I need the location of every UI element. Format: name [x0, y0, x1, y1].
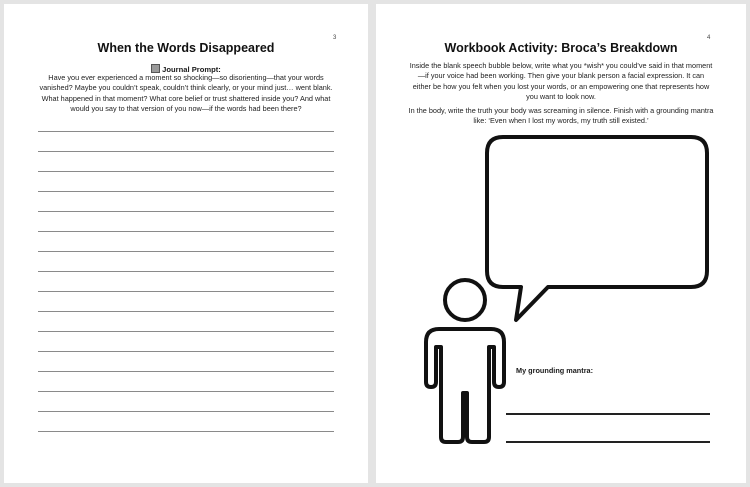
notebook-icon [151, 64, 160, 73]
speech-bubble [487, 137, 707, 320]
writing-line [38, 311, 334, 312]
page-title: When the Words Disappeared [97, 41, 275, 55]
activity-instructions: Inside the blank speech bubble below, write what you *wish* you could’ve said in that moment—if your voice had been working. Then give your blank person a facial expression. It can either be how you felt when you lost your words, or an empowering one that represents how you want to look now. [409, 61, 713, 101]
page-title: Workbook Activity: Broca’s Breakdown [444, 41, 678, 55]
activity-illustration [376, 4, 746, 483]
writing-line [38, 411, 334, 412]
writing-line [38, 231, 334, 232]
writing-line [38, 431, 334, 432]
writing-line [38, 271, 334, 272]
writing-line [38, 351, 334, 352]
writing-line [38, 371, 334, 372]
writing-line [38, 211, 334, 212]
writing-line [38, 251, 334, 252]
writing-line [38, 131, 334, 132]
person-body [426, 329, 504, 442]
writing-line [38, 151, 334, 152]
mantra-writing-line [506, 441, 710, 443]
body-instructions: In the body, write the truth your body was screaming in silence. Finish with a grounding mantra like: ‘Even when I lost my words, my truth still existed.’ [408, 106, 714, 126]
writing-line [38, 331, 334, 332]
writing-line [38, 191, 334, 192]
right-page [376, 4, 746, 483]
journal-prompt-label-text: Journal Prompt: [162, 65, 221, 74]
writing-line [38, 171, 334, 172]
page-number: 3 [333, 35, 337, 41]
mantra-writing-line [506, 413, 710, 415]
journal-prompt-text: Have you ever experienced a moment so shocking—so disorienting—that your words vanished? Maybe you couldn’t speak, couldn’t think clearly, or your mind just… went blank. What happened in that moment? What core belief or trust shattered inside you? And what would you say to that version of you now—if the words had been there? [39, 73, 333, 113]
person-head [445, 280, 485, 320]
writing-line [38, 391, 334, 392]
left-page [4, 4, 368, 483]
grounding-mantra-label: My grounding mantra: [516, 366, 594, 375]
page-number: 4 [707, 35, 711, 41]
writing-line [38, 291, 334, 292]
